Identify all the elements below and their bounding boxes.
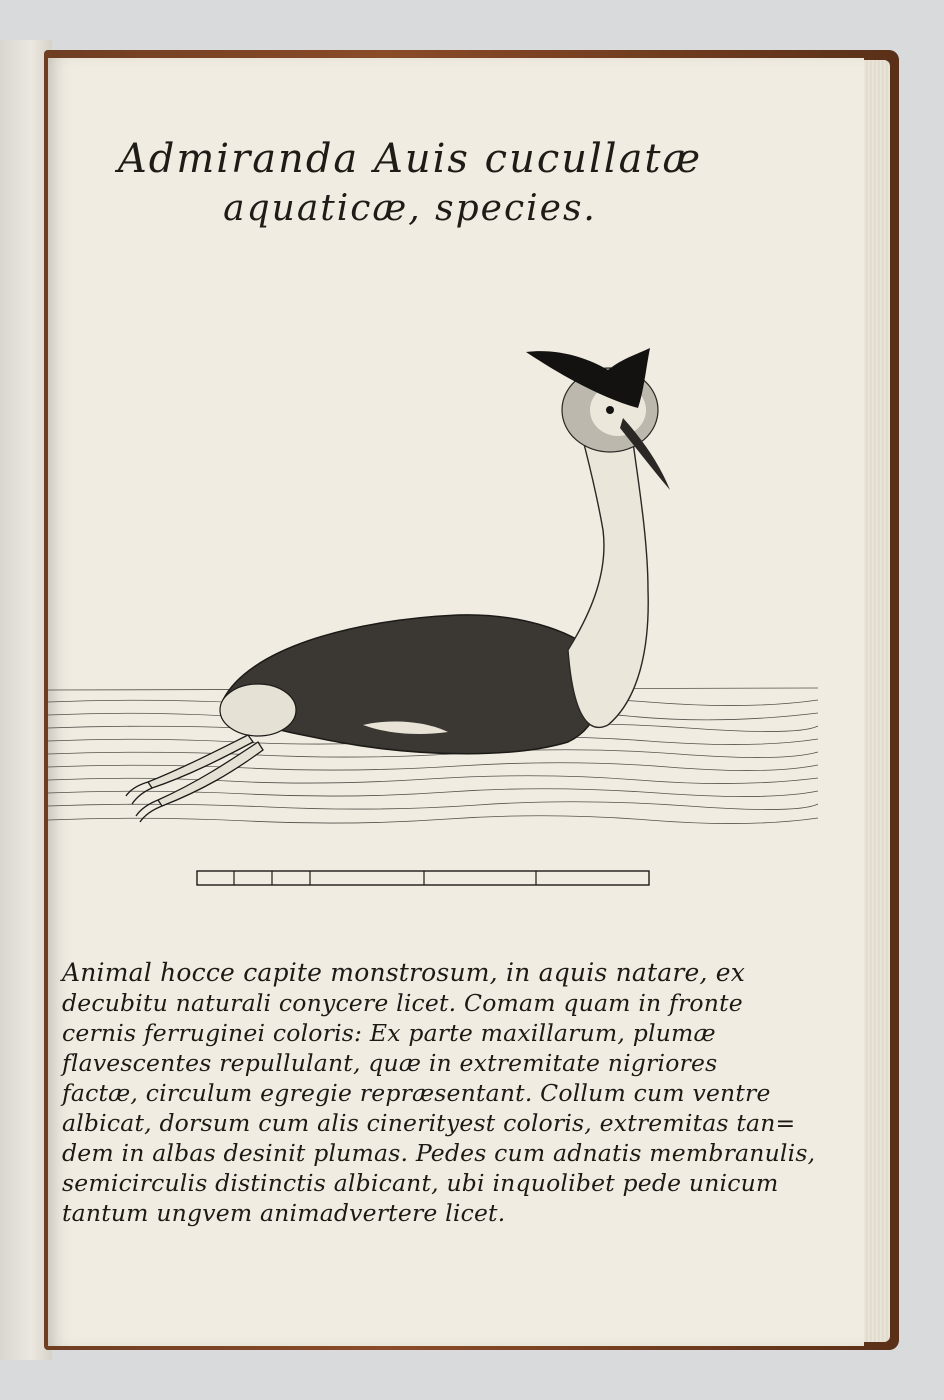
text-line: factæ, circulum egregie repræsentant. Collum cum ventre <box>62 1079 771 1107</box>
scale-bar <box>196 870 652 888</box>
text-line: tantum ungvem animadvertere licet. <box>62 1199 506 1227</box>
body-text <box>62 958 832 1228</box>
page-title <box>110 132 710 236</box>
grebe-neck <box>568 433 648 728</box>
grebe-illustration <box>48 330 828 840</box>
grebe-eye <box>606 406 614 414</box>
title-line-2: aquaticæ, species. <box>223 188 597 229</box>
text-line: semicirculis distinctis albicant, ubi inquolibet pede unicum <box>62 1169 779 1197</box>
text-line: cernis ferruginei coloris: Ex parte maxillarum, plumæ <box>62 1019 716 1047</box>
text-line: dem in albas desinit plumas. Pedes cum adnatis membranulis, <box>62 1139 816 1167</box>
title-line-1: Admiranda Auis cucullatæ <box>117 136 703 182</box>
text-line: decubitu naturali conycere licet. Comam quam in fronte <box>62 989 743 1017</box>
text-line: flavescentes repullulant, quæ in extremitate nigriores <box>62 1049 718 1077</box>
text-line: albicat, dorsum cum alis cinerityest coloris, extremitas tan= <box>62 1109 796 1137</box>
grebe-tail <box>220 684 296 736</box>
text-line: Animal hocce capite monstrosum, in aquis natare, ex <box>62 958 746 987</box>
